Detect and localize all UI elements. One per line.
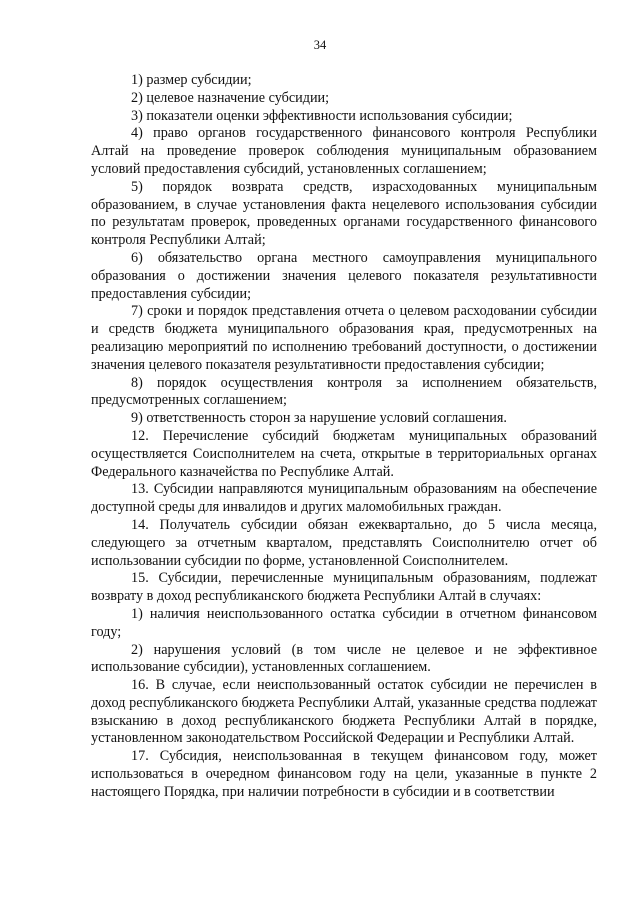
paragraph-section-15-item-1: 1) наличия неиспользованного остатка субсидии в отчетном финансовом году; — [91, 605, 597, 640]
page-number: 34 — [313, 38, 327, 52]
paragraph-item-3: 3) показатели оценки эффективности использования субсидии; — [131, 107, 513, 124]
paragraph-section-13: 13. Субсидии направляются муниципальным образованиям на обеспечение доступной среды для инвалидов и других маломобильных граждан. — [91, 481, 597, 516]
paragraph-section-15-item-2: 2) нарушения условий (в том числе не целевое и не эффективное использование субсидии), установленных соглашением. — [91, 641, 597, 676]
paragraph-item-9: 9) ответственность сторон за нарушение условий соглашения. — [131, 410, 507, 427]
paragraph-item-7: 7) сроки и порядок представления отчета о целевом расходовании субсидии и средств бюджета муниципального образования края, предусмотренных на реализацию мероприятий по исполнению требований доступности, о достижении значения целевого показателя результативности предоставления субсидии; — [91, 303, 597, 373]
paragraph-section-16: 16. В случае, если неиспользованный остаток субсидии не перечислен в доход республиканского бюджета Республики Алтай, указанные средства подлежат взысканию в доход республиканского бюджета Республики Алтай в порядке, установленном законодательством Российской Федерации и Республики Алтай. — [91, 677, 597, 747]
paragraph-item-8: 8) порядок осуществления контроля за исполнением обязательств, предусмотренных соглашением; — [91, 374, 597, 409]
paragraph-item-2: 2) целевое назначение субсидии; — [131, 89, 330, 106]
paragraph-item-4: 4) право органов государственного финансового контроля Республики Алтай на проведение проверок соблюдения муниципальным образованием условий предоставления субсидий, установленных соглашением; — [91, 125, 597, 177]
paragraph-section-12: 12. Перечисление субсидий бюджетам муниципальных образований осуществляется Соисполнителем на счета, открытые в территориальных органах Федерального казначейства по Республике Алтай. — [91, 427, 597, 480]
document-body — [91, 72, 597, 802]
paragraph-section-15: 15. Субсидии, перечисленные муниципальным образованиям, подлежат возврату в доход республиканского бюджета Республики Алтай в случаях: — [91, 570, 597, 605]
paragraph-item-6: 6) обязательство органа местного самоуправления муниципального образования о достижении значения целевого показателя результативности предоставления субсидии; — [91, 249, 597, 302]
paragraph-section-17: 17. Субсидия, неиспользованная в текущем финансовом году, может использоваться в очередном финансовом году на цели, указанные в пункте 2 настоящего Порядка, при наличии потребности в субсидии и в соответствии — [91, 748, 597, 800]
paragraph-item-5: 5) порядок возврата средств, израсходованных муниципальным образованием, в случае установления факта нецелевого использования субсидии по результатам проверок, проведенных органами государственного финансового контроля Республики Алтай; — [91, 178, 597, 249]
paragraph-section-14: 14. Получатель субсидии обязан ежеквартально, до 5 числа месяца, следующего за отчетным кварталом, представлять Соисполнителю отчет об использовании субсидии по форме, установленной Соисполнителем. — [91, 516, 597, 569]
paragraph-item-1: 1) размер субсидии; — [131, 72, 252, 88]
